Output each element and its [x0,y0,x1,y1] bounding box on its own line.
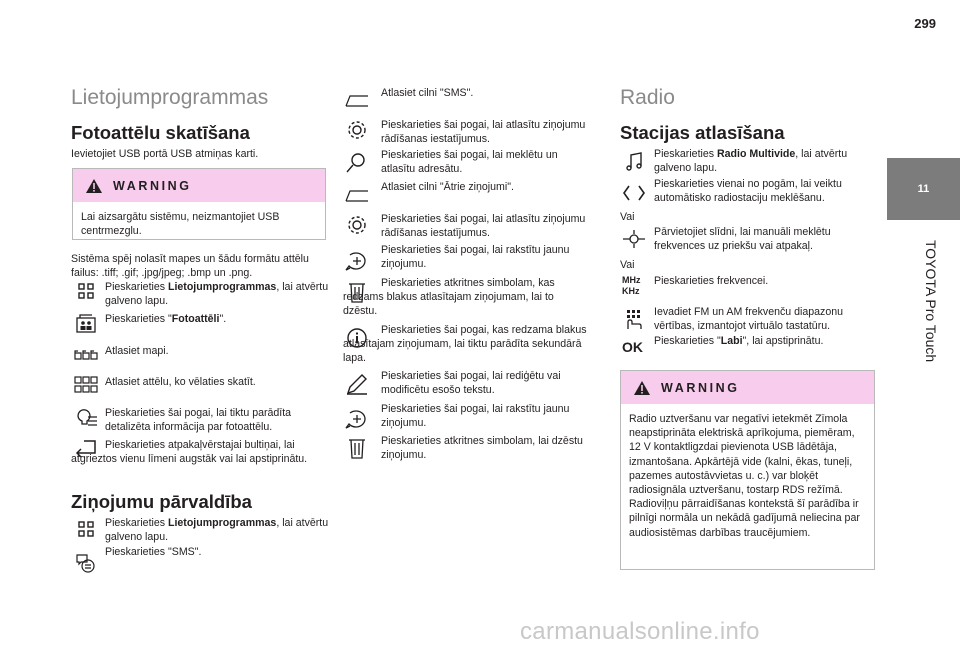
settings-gear-icon [343,118,371,142]
khz-label: KHz [622,286,640,296]
section-title-applications: Lietojumprogrammas [71,86,269,109]
step-back: Pieskarieties atpakaļvērstajai bultiņai, lai atgrieztos vienu līmeni augstāk vai lai apstiprinātu. [71,439,308,466]
info-detail-icon [72,405,100,429]
tab-quick-messages-icon [343,182,371,206]
step-edit-text: Pieskarieties šai pogai, lai rediģētu vai modificētu esošo tekstu. [381,370,561,397]
chapter-tab: 11 [887,158,960,220]
step-secondary-page: Pieskarieties šai pogai, kas redzama blakus atlasītajam ziņojumam, lai tiktu parādīta sekundārā lapa. [343,324,587,365]
warning-label-radio: WARNING [661,380,740,395]
photos-icon [72,312,100,336]
step-new-message-2: Pieskarieties šai pogai, lai rakstītu jaunu ziņojumu. [381,403,570,430]
new-message-icon-2 [343,407,371,431]
photos-heading: Fotoattēlu skatīšana [71,122,250,143]
edit-pencil-icon [343,372,371,396]
radio-step-manual: Pārvietojiet slīdni, lai manuāli meklētu frekvences uz priekšu vai atpakaļ. [654,226,831,253]
folders-icon [72,344,100,368]
warning-header-radio [621,371,874,404]
settings-gear-icon-2 [343,213,371,237]
radio-step-open: Pieskarieties Radio Multivide, lai atvērtu galveno lapu. [654,148,848,175]
warning-header [73,169,325,202]
warning-icon-radio [633,380,651,396]
warning-text-radio: Radio uztveršanu var negatīvi ietekmēt Zīmola neapstiprināta elektriskā aprīkojuma, piemēram, 12 V kontaktligzdai pievienota USB lādētāja, izmantošana. Apkārtējā vide (kalni, ēkas, tuneļi, pazemes autostāvvietas u. c.) var bloķēt radiosignāla uztveršanu, tostarp RDS režīmā. Radioviļņu pārraidīšanas kontekstā šī parādība ir pilnīgi normāla un nekādā gadījumā neliecina par audiosistēmas darbības traucējumiem. [629,413,860,539]
step-display-settings: Pieskarieties šai pogai, lai atlasītu ziņojumu rādīšanas iestatījumus. [381,119,586,146]
keypad-icon [620,307,648,331]
chapter-title: TOYOTA Pro Touch [923,240,939,363]
trash-icon-2 [343,436,371,460]
warning-box-usb [72,168,326,240]
apps-grid-icon [72,280,100,304]
slider-icon [620,227,648,251]
photos-intro: Ievietojiet USB portā USB atmiņas karti. [71,148,259,160]
frequency-icon [622,275,641,297]
step-delete-selected: Pieskarieties atkritnes simbolam, kas redzams blakus atlasītajam ziņojumam, lai to dzēstu. [343,277,555,318]
new-message-icon [343,249,371,273]
radio-step-frequency: Pieskarieties frekvencei. [654,275,769,287]
messages-heading: Ziņojumu pārvaldība [71,491,252,512]
step-select-image: Atlasiet attēlu, ko vēlaties skatīt. [105,376,256,388]
music-note-icon [620,150,648,174]
tab-sms-icon [343,87,371,111]
radio-step-ok: Pieskarieties "Labi", lai apstiprinātu. [654,335,824,347]
radio-step-keypad: Ievadiet FM un AM frekvenču diapazonu vērtības, izmantojot virtuālo tastatūru. [654,306,844,333]
warning-icon [85,178,103,194]
or-text-2: Vai [620,259,635,271]
warning-box-radio [620,370,875,570]
ok-button-icon: OK [622,339,643,355]
warning-label: WARNING [113,178,192,193]
watermark: carmanualsonline.info [520,618,760,645]
or-text-1: Vai [620,211,635,223]
search-contact-icon [343,151,371,175]
warning-text: Lai aizsargātu sistēmu, neizmantojiet USB centrmezglu. [81,211,280,238]
sms-icon [72,550,100,574]
msg-step-open-apps: Pieskarieties Lietojumprogrammas, lai atvērtu galveno lapu. [105,517,329,544]
step-display-settings-2: Pieskarieties šai pogai, lai atlasītu ziņojumu rādīšanas iestatījumus. [381,213,586,240]
step-delete-message: Pieskarieties atkritnes simbolam, lai dzēstu ziņojumu. [381,435,583,462]
page-number: 299 [914,16,936,31]
station-heading: Stacijas atlasīšana [620,122,785,143]
step-new-message: Pieskarieties šai pogai, lai rakstītu jaunu ziņojumu. [381,244,570,271]
step-select-sms-tab: Atlasiet cilni "SMS". [381,87,474,99]
radio-step-auto-search: Pieskarieties vienai no pogām, lai veiktu automātisko radiostaciju meklēšanu. [654,178,842,205]
step-open-apps: Pieskarieties Lietojumprogrammas, lai atvērtu galveno lapu. [105,281,329,308]
mhz-label: MHz [622,275,641,285]
step-detail-info: Pieskarieties šai pogai, lai tiktu parādīta detalizēta informācija par fotoattēlu. [105,407,292,434]
step-search-recipient: Pieskarieties šai pogai, lai meklētu un atlasītu adresātu. [381,149,558,176]
msg-step-sms: Pieskarieties "SMS". [105,546,202,558]
section-title-radio: Radio [620,86,675,109]
formats-text: Sistēma spēj nolasīt mapes un šādu formātu attēlu failus: .tiff; .gif; .jpg/jpeg; .bmp un .png. [71,253,309,280]
step-photos: Pieskarieties "Fotoattēli". [105,313,227,325]
seek-arrows-icon [620,181,648,205]
apps-grid-icon-2 [72,518,100,542]
image-grid-icon [72,373,100,397]
step-select-folder: Atlasiet mapi. [105,345,169,357]
step-select-quick-tab: Atlasiet cilni "Ātrie ziņojumi". [381,181,514,193]
